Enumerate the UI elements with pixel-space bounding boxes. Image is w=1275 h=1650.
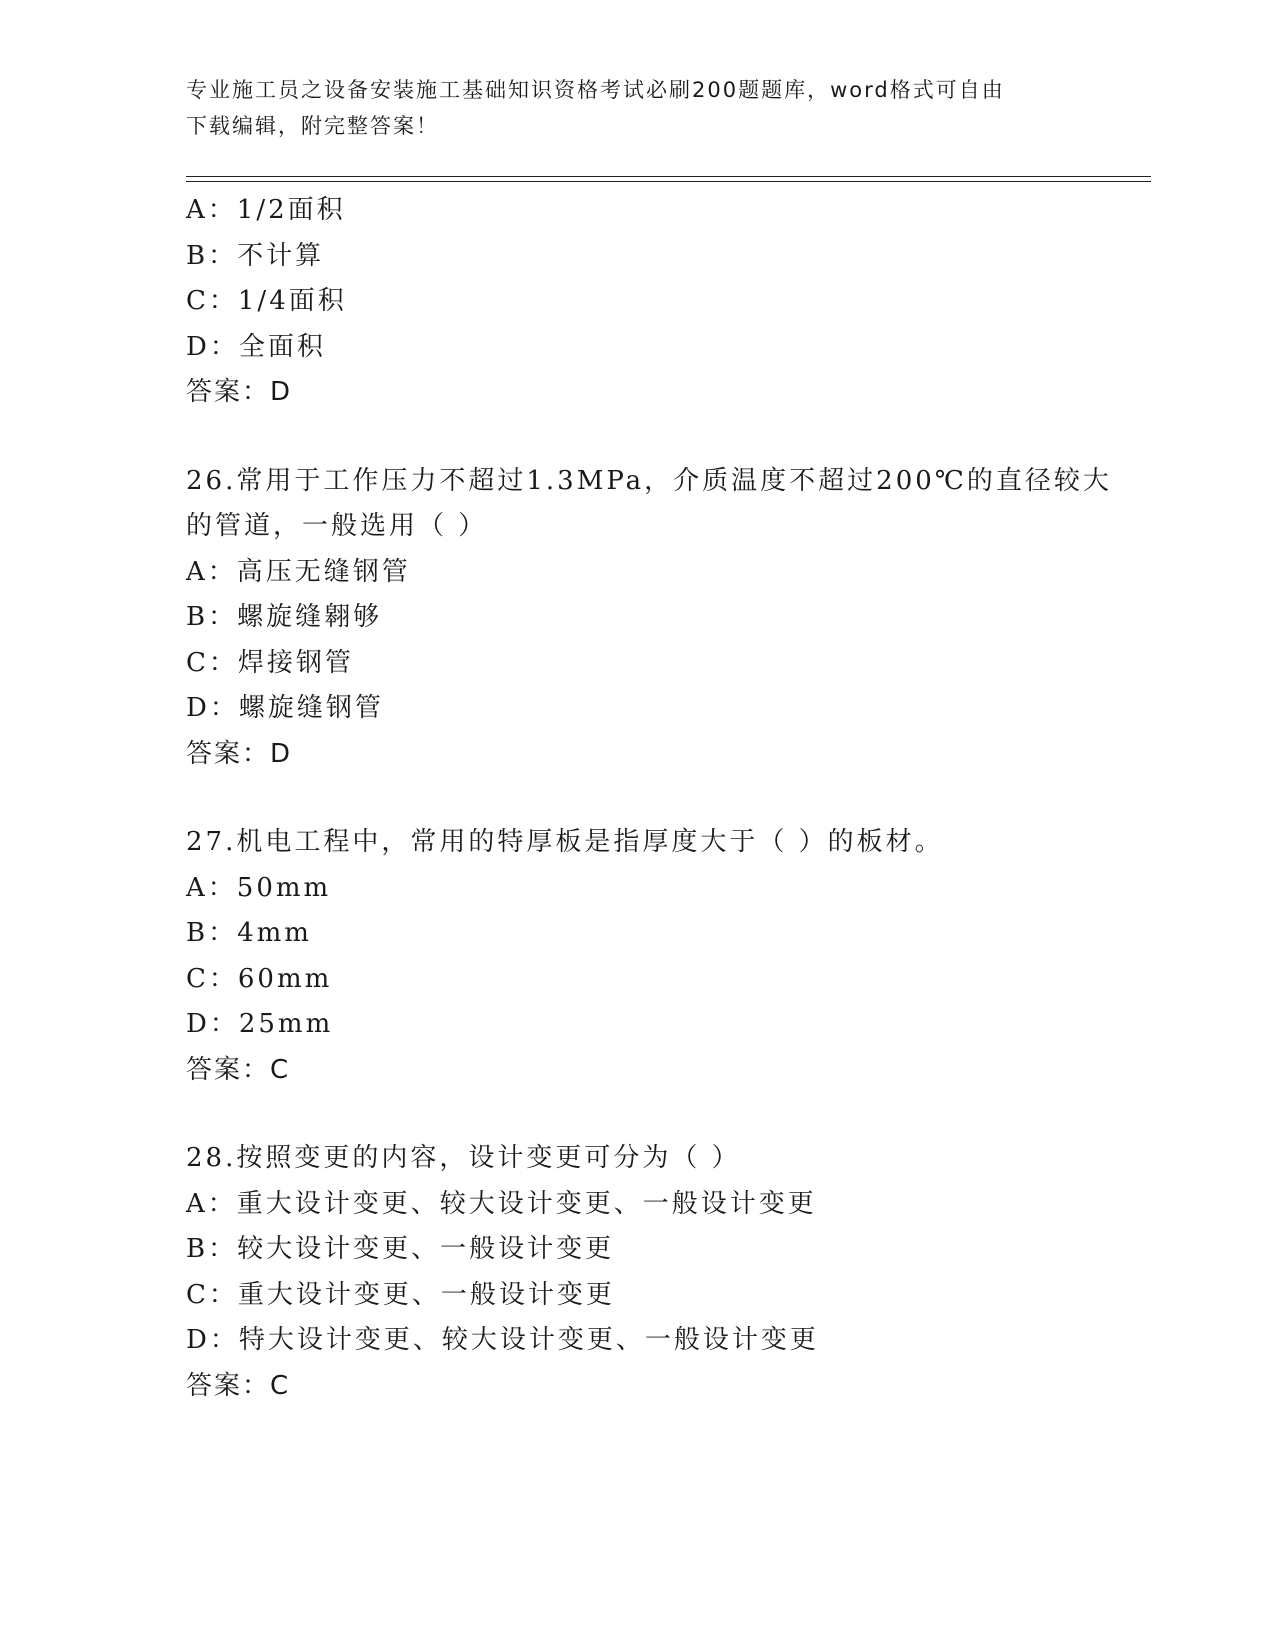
document-header	[186, 72, 1066, 144]
option-b: B：不计算	[186, 240, 325, 271]
option-d: D：全面积	[186, 331, 326, 362]
header-line-2: 下载编辑，附完整答案！	[186, 114, 439, 138]
spacer	[186, 777, 1086, 820]
answer: 答案：C	[186, 1054, 291, 1085]
spacer	[186, 416, 1086, 459]
option-b: B：较大设计变更、一般设计变更	[186, 1234, 615, 1264]
question-stem: 27.机电工程中，常用的特厚板是指厚度大于（ ）的板材。	[186, 827, 944, 857]
option-a: A：1/2面积	[186, 195, 346, 225]
header-divider-bottom	[186, 181, 1151, 182]
question-list	[186, 188, 1112, 1409]
question-28	[186, 1136, 1086, 1409]
question-stem: 26.常用于工作压力不超过1.3MPa，介质温度不超过200℃的直径较大	[186, 465, 1112, 496]
option-d: D：螺旋缝钢管	[186, 693, 384, 723]
answer: 答案：D	[186, 738, 293, 769]
option-d: D：特大设计变更、较大设计变更、一般设计变更	[186, 1325, 819, 1355]
option-d: D：25mm	[186, 1009, 334, 1039]
option-b: B：4mm	[186, 918, 312, 948]
question-25	[186, 188, 1086, 416]
answer: 答案：D	[186, 377, 293, 407]
header-divider-top	[186, 176, 1151, 177]
option-a: A：重大设计变更、较大设计变更、一般设计变更	[186, 1188, 817, 1219]
option-c: C：1/4面积	[186, 286, 347, 316]
question-stem: 28.按照变更的内容，设计变更可分为（ ）	[186, 1143, 741, 1173]
spacer	[186, 1093, 1086, 1136]
option-b: B：螺旋缝翱够	[186, 602, 383, 632]
option-a: A：50mm	[186, 872, 332, 903]
option-c: C：60mm	[186, 963, 333, 994]
option-c: C：重大设计变更、一般设计变更	[186, 1279, 615, 1310]
header-line-1: 专业施工员之设备安装施工基础知识资格考试必刷200题题库，word格式可自由	[186, 78, 1005, 102]
question-stem-continued: 的管道，一般选用（ ）	[186, 511, 488, 541]
question-27	[186, 820, 1086, 1093]
answer: 答案：C	[186, 1370, 291, 1401]
option-c: C：焊接钢管	[186, 647, 354, 678]
question-26	[186, 459, 1112, 778]
option-a: A：高压无缝钢管	[186, 556, 411, 587]
